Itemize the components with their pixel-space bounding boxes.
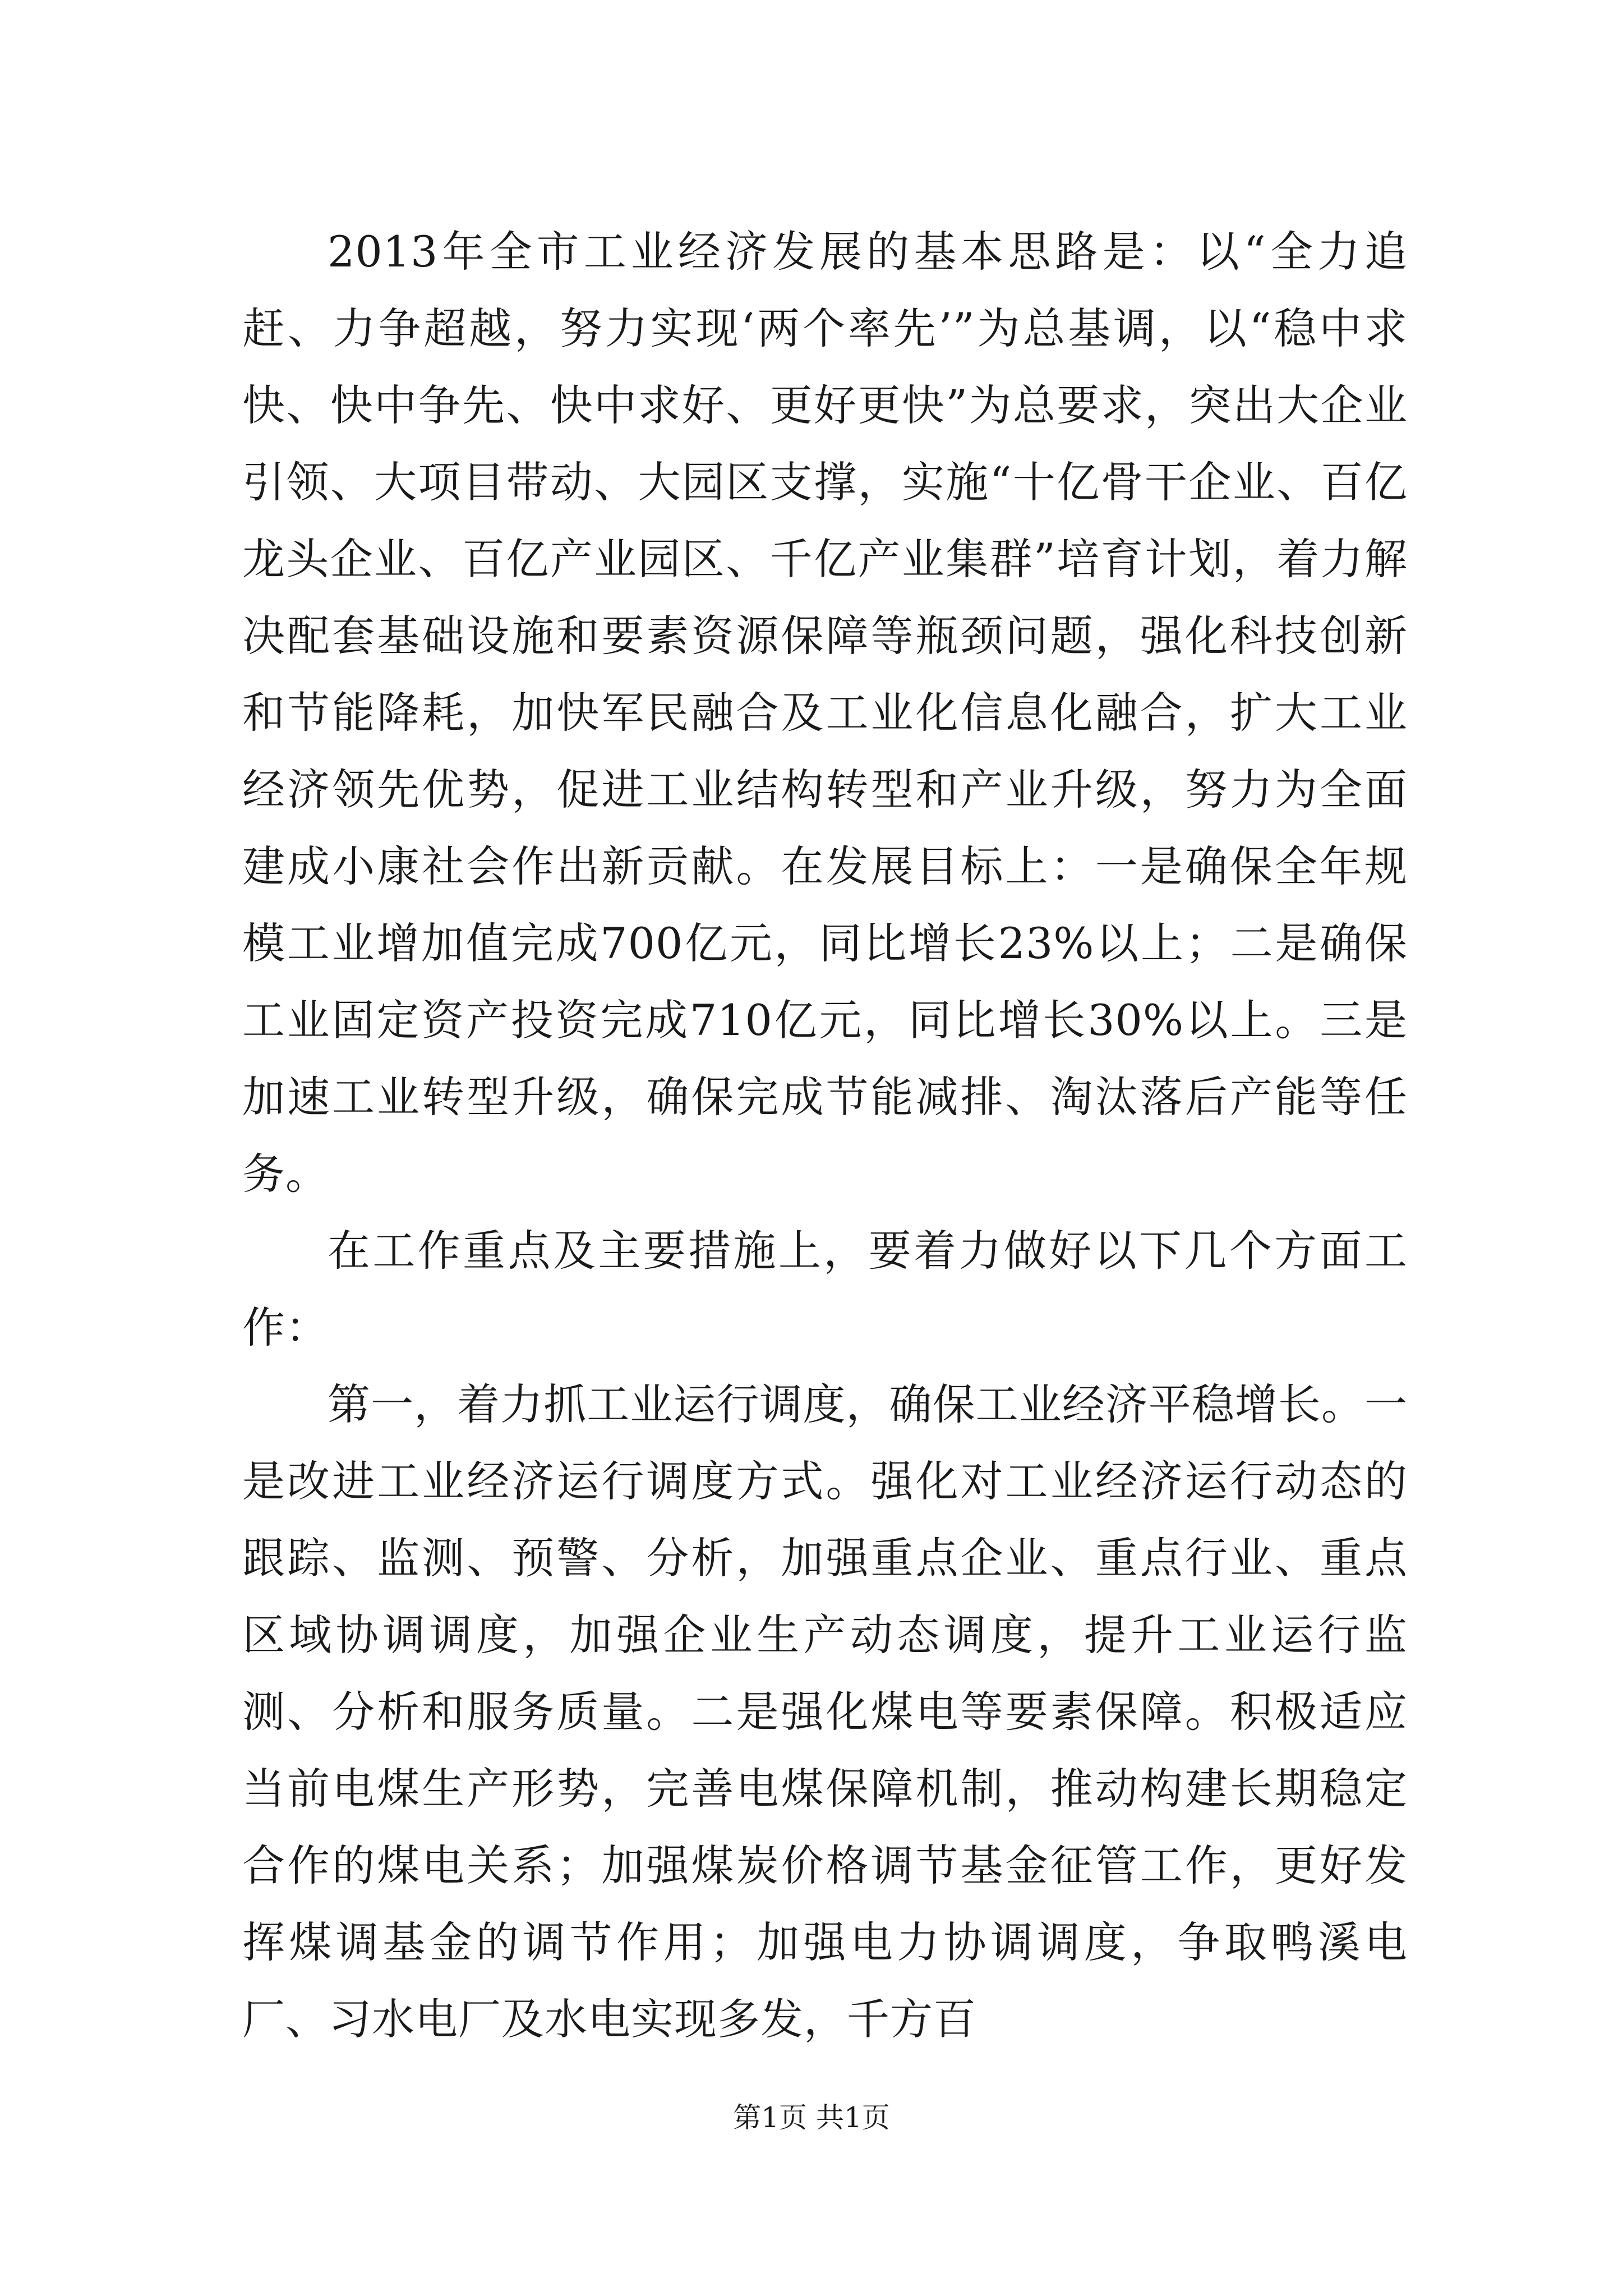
paragraph-guiding-ideas: 2013年全市工业经济发展的基本思路是：以“全力追赶、力争超越，努力实现‘两个率先’”为总基调，以“稳中求快、快中争先、快中求好、更好更快”为总要求，突出大企业引领、大项目带动、大园区支撑，实施“十亿骨干企业、百亿龙头企业、百亿产业园区、千亿产业集群”培育计划，着力解决配套基础设施和要素资源保障等瓶颈问题，强化科技创新和节能降耗，加快军民融合及工业化信息化融合，扩大工业经济领先优势，促进工业结构转型和产业升级，努力为全面建成小康社会作出新贡献。在发展目标上：一是确保全年规模工业增加值完成700亿元，同比增长23%以上；二是确保工业固定资产投资完成710亿元，同比增长30%以上。三是加速工业转型升级，确保完成节能减排、淘汰落后产能等任务。 (242, 227, 1408, 1199)
document-body (242, 213, 1408, 2058)
page-footer: 第1页 共1页 (733, 2101, 890, 2134)
paragraph-first-measure: 第一，着力抓工业运行调度，确保工业经济平稳增长。一是改进工业经济运行调度方式。强化对工业经济运行动态的跟踪、监测、预警、分析，加强重点企业、重点行业、重点区域协调调度，加强企业生产动态调度，提升工业运行监测、分析和服务质量。二是强化煤电等要素保障。积极适应当前电煤生产形势，完善电煤保障机制，推动构建长期稳定合作的煤电关系；加强煤炭价格调节基金征管工作，更好发挥煤调基金的调节作用；加强电力协调调度，争取鸭溪电厂、习水电厂及水电实现多发，千方百 (242, 1379, 1408, 2044)
paragraph-key-work-intro: 在工作重点及主要措施上，要着力做好以下几个方面工作： (242, 1226, 1408, 1352)
